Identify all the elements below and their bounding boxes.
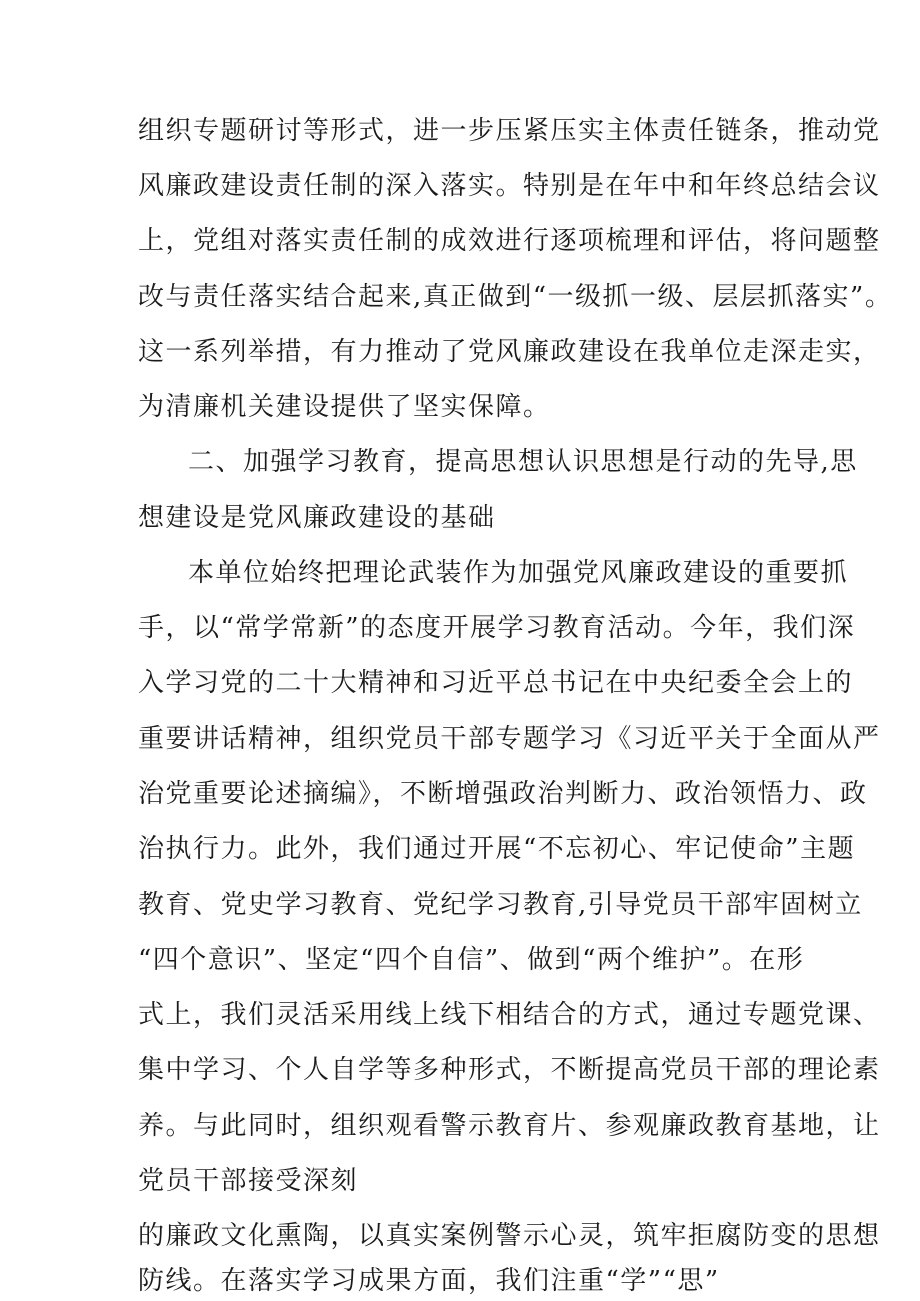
text-line: 本单位始终把理论武装作为加强党风廉政建设的重要抓 [188, 558, 849, 588]
text-line: 的廉政文化熏陶，以真实案例警示心灵，筑牢拒腐防变的思想 [138, 1221, 881, 1251]
text-line: 党员干部接受深刻 [138, 1166, 359, 1196]
text-line: 为清廉机关建设提供了坚实保障。 [138, 392, 551, 422]
text-line: 集中学习、个人自学等多种形式，不断提高党员干部的理论素 [138, 1055, 881, 1085]
text-line: 组织专题研讨等形式，进一步压紧压实主体责任链条，推动党 [138, 116, 881, 146]
text-line: 教育、党史学习教育、党纪学习教育,引导党员干部牢固树立 [138, 890, 863, 920]
text-line: 手，以“常学常新”的态度开展学习教育活动。今年，我们深 [138, 613, 856, 643]
text-line: 改与责任落实结合起来,真正做到“一级抓一级、层层抓落实”。 [138, 282, 893, 312]
text-line: 治执行力。此外，我们通过开展“不忘初心、牢记使命”主题 [138, 834, 856, 864]
section-heading: 想建设是党风廉政建设的基础 [138, 503, 496, 533]
section-heading: 二、加强学习教育，提高思想认识思想是行动的先导,思 [188, 447, 858, 477]
text-line: 养。与此同时，组织观看警示教育片、参观廉政教育基地，让 [138, 1111, 881, 1141]
text-line: 上，党组对落实责任制的成效进行逐项梳理和评估，将问题整 [138, 226, 881, 256]
text-line: 入学习党的二十大精神和习近平总书记在中央纪委全会上的 [138, 668, 854, 698]
text-line: 风廉政建设责任制的深入落实。特别是在年中和年终总结会议 [138, 171, 881, 201]
text-line: “四个意识”、坚定“四个自信”、做到“两个维护”。在形 [138, 945, 805, 975]
text-line: 防线。在落实学习成果方面，我们注重“学”“思” [138, 1266, 720, 1296]
text-line: 式上，我们灵活采用线上线下相结合的方式，通过专题党课、 [138, 1000, 881, 1030]
text-line: 这一系列举措，有力推动了党风廉政建设在我单位走深走实， [138, 337, 881, 367]
text-line: 治党重要论述摘编》，不断增强政治判断力、政治领悟力、政 [138, 779, 868, 809]
text-line: 重要讲话精神，组织党员干部专题学习《习近平关于全面从严 [138, 724, 881, 754]
